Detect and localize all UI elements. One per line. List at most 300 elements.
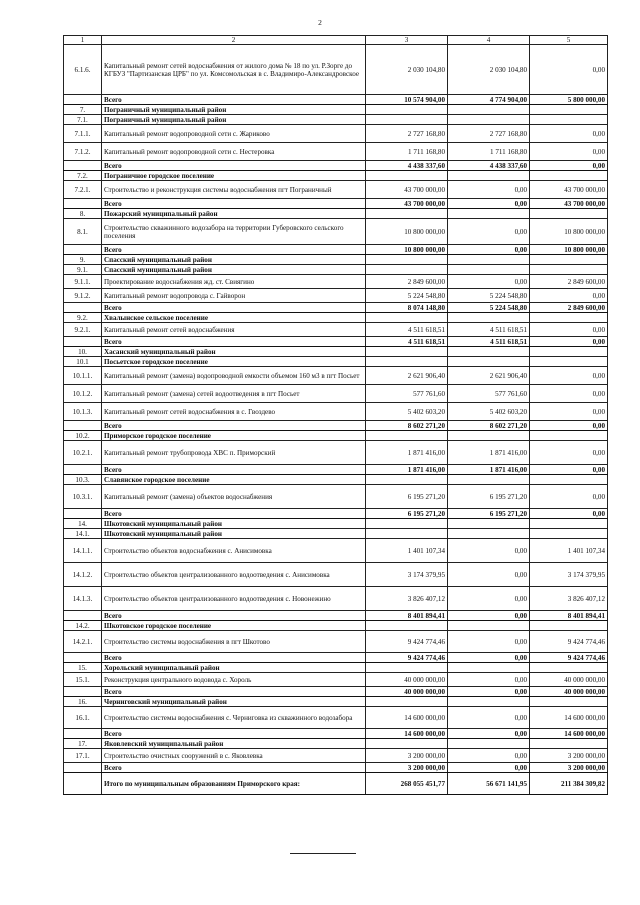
row-value-local [530, 431, 608, 441]
row-value-regional [448, 115, 530, 125]
row-code: 8. [64, 209, 102, 219]
row-value-local: 0,00 [530, 45, 608, 95]
row-value-local: 9 424 774,46 [530, 631, 608, 653]
row-code [64, 303, 102, 313]
row-value-total: 4 511 618,51 [366, 323, 448, 337]
section-row [64, 357, 608, 367]
row-value-total: 10 574 904,00 [366, 95, 448, 105]
row-value-regional: 0,00 [448, 687, 530, 697]
row-value-local: 14 600 000,00 [530, 729, 608, 739]
row-value-regional: 4 511 618,51 [448, 323, 530, 337]
item-row [64, 539, 608, 563]
signature-line [290, 853, 356, 854]
row-value-regional: 0,00 [448, 275, 530, 289]
row-value-local: 0,00 [530, 367, 608, 385]
row-value-regional: 5 224 548,80 [448, 303, 530, 313]
row-name: Черниговский муниципальный район [102, 697, 366, 707]
row-value-total: 10 800 000,00 [366, 219, 448, 245]
item-row [64, 323, 608, 337]
row-name: Строительство очистных сооружений в с. Яковлевка [102, 749, 366, 763]
row-value-regional [448, 475, 530, 485]
row-value-local: 1 401 107,34 [530, 539, 608, 563]
total-row [64, 509, 608, 519]
section-row [64, 621, 608, 631]
item-row [64, 441, 608, 465]
section-row [64, 313, 608, 323]
row-code [64, 465, 102, 475]
row-code: 9.1. [64, 265, 102, 275]
row-code: 14.1.1. [64, 539, 102, 563]
total-row [64, 611, 608, 621]
row-value-total [366, 475, 448, 485]
row-value-regional: 4 438 337,60 [448, 161, 530, 171]
row-value-total: 2 030 104,80 [366, 45, 448, 95]
row-value-total: 9 424 774,46 [366, 631, 448, 653]
row-value-local: 0,00 [530, 421, 608, 431]
row-value-local: 9 424 774,46 [530, 653, 608, 663]
total-row [64, 337, 608, 347]
row-code: 10.3. [64, 475, 102, 485]
row-value-total: 9 424 774,46 [366, 653, 448, 663]
item-row [64, 289, 608, 303]
row-code: 10.1.3. [64, 403, 102, 421]
row-value-local: 40 000 000,00 [530, 687, 608, 697]
row-name: Капитальный ремонт сетей водоснабжения в с. Гвоздево [102, 403, 366, 421]
row-value-total: 3 200 000,00 [366, 763, 448, 773]
row-value-total: 40 000 000,00 [366, 673, 448, 687]
row-value-total: 1 401 107,34 [366, 539, 448, 563]
row-code: 14.2. [64, 621, 102, 631]
row-value-local: 0,00 [530, 509, 608, 519]
header-row [64, 36, 608, 45]
row-name: Всего [102, 729, 366, 739]
row-value-regional: 0,00 [448, 707, 530, 729]
row-value-regional: 6 195 271,20 [448, 509, 530, 519]
row-value-total [366, 313, 448, 323]
row-value-total: 8 602 271,20 [366, 421, 448, 431]
row-name: Итого по муниципальным образованиям Приморского края: [102, 773, 366, 795]
row-value-total: 577 761,60 [366, 385, 448, 403]
total-row [64, 729, 608, 739]
row-value-local: 0,00 [530, 337, 608, 347]
row-value-regional [448, 739, 530, 749]
row-name: Пожарский муниципальный район [102, 209, 366, 219]
row-name: Хвалынское сельское поселение [102, 313, 366, 323]
row-name: Всего [102, 763, 366, 773]
header-cell: 1 [64, 36, 102, 45]
row-code: 7.1. [64, 115, 102, 125]
row-value-regional [448, 255, 530, 265]
row-value-total: 1 871 416,00 [366, 465, 448, 475]
row-code: 10.1 [64, 357, 102, 367]
row-value-regional: 0,00 [448, 219, 530, 245]
row-value-regional: 8 602 271,20 [448, 421, 530, 431]
total-row [64, 465, 608, 475]
row-code [64, 199, 102, 209]
header-cell: 4 [448, 36, 530, 45]
item-row [64, 485, 608, 509]
row-name: Проектирование водоснабжения жд. ст. Свиягино [102, 275, 366, 289]
section-row [64, 519, 608, 529]
row-value-total: 6 195 271,20 [366, 509, 448, 519]
row-value-regional: 0,00 [448, 245, 530, 255]
total-row [64, 653, 608, 663]
row-code [64, 763, 102, 773]
row-value-local: 10 800 000,00 [530, 245, 608, 255]
row-value-regional: 0,00 [448, 563, 530, 587]
row-name: Строительство объектов централизованного водоотведения с. Анисимовка [102, 563, 366, 587]
row-code [64, 773, 102, 795]
row-code [64, 687, 102, 697]
row-code: 17. [64, 739, 102, 749]
row-code: 9.2.1. [64, 323, 102, 337]
row-code: 9.1.2. [64, 289, 102, 303]
row-value-local [530, 105, 608, 115]
row-value-total [366, 265, 448, 275]
grand-total-row [64, 773, 608, 795]
row-value-regional: 2 030 104,80 [448, 45, 530, 95]
row-name: Капитальный ремонт водопровода с. Гайворон [102, 289, 366, 303]
row-value-local [530, 255, 608, 265]
row-name: Пограничный муниципальный район [102, 115, 366, 125]
row-code: 7.1.1. [64, 125, 102, 143]
row-value-total [366, 431, 448, 441]
row-value-total: 4 438 337,60 [366, 161, 448, 171]
row-name: Капитальный ремонт (замена) водопроводной емкости объемом 160 м3 в пгт Посьет [102, 367, 366, 385]
row-name: Славянское городское поселение [102, 475, 366, 485]
row-code: 10.1.2. [64, 385, 102, 403]
row-value-local [530, 115, 608, 125]
section-row [64, 431, 608, 441]
section-row [64, 115, 608, 125]
row-value-total: 43 700 000,00 [366, 181, 448, 199]
row-value-local: 2 849 600,00 [530, 303, 608, 313]
row-value-local: 14 600 000,00 [530, 707, 608, 729]
row-value-regional [448, 171, 530, 181]
row-value-regional [448, 347, 530, 357]
row-name: Посьетское городское поселение [102, 357, 366, 367]
row-name: Капитальный ремонт (замена) сетей водоотведения в пгт Посьет [102, 385, 366, 403]
item-row [64, 707, 608, 729]
row-name: Капитальный ремонт водопроводной сети с. Жариково [102, 125, 366, 143]
row-name: Шкотовский муниципальный район [102, 519, 366, 529]
item-row [64, 125, 608, 143]
row-code [64, 161, 102, 171]
row-value-total [366, 739, 448, 749]
total-row [64, 161, 608, 171]
row-value-local: 0,00 [530, 485, 608, 509]
row-name: Всего [102, 199, 366, 209]
row-value-local: 40 000 000,00 [530, 673, 608, 687]
row-value-total [366, 621, 448, 631]
row-value-total: 10 800 000,00 [366, 245, 448, 255]
row-value-local: 0,00 [530, 323, 608, 337]
row-value-local: 43 700 000,00 [530, 199, 608, 209]
row-value-regional: 0,00 [448, 631, 530, 653]
row-name: Строительство скважинного водозабора на территории Губеровского сельского поселения [102, 219, 366, 245]
row-value-total: 3 826 407,12 [366, 587, 448, 611]
item-row [64, 403, 608, 421]
row-value-local [530, 313, 608, 323]
item-row [64, 219, 608, 245]
row-value-total [366, 255, 448, 265]
row-code: 14.2.1. [64, 631, 102, 653]
row-value-regional [448, 431, 530, 441]
row-code: 14. [64, 519, 102, 529]
item-row [64, 673, 608, 687]
row-value-local: 0,00 [530, 385, 608, 403]
item-row [64, 143, 608, 161]
section-row [64, 475, 608, 485]
row-value-local: 5 800 000,00 [530, 95, 608, 105]
row-code [64, 421, 102, 431]
row-name: Шкотовское городское поселение [102, 621, 366, 631]
row-value-total: 2 621 906,40 [366, 367, 448, 385]
row-value-total [366, 105, 448, 115]
row-code: 10.2.1. [64, 441, 102, 465]
row-value-total: 8 074 148,80 [366, 303, 448, 313]
row-name: Всего [102, 611, 366, 621]
row-code: 14.1.2. [64, 563, 102, 587]
item-row [64, 631, 608, 653]
total-row [64, 421, 608, 431]
row-value-regional: 0,00 [448, 181, 530, 199]
row-value-local [530, 265, 608, 275]
row-value-local: 0,00 [530, 441, 608, 465]
row-name: Хорольский муниципальный район [102, 663, 366, 673]
section-row [64, 105, 608, 115]
row-value-local [530, 209, 608, 219]
row-value-local [530, 519, 608, 529]
row-name: Строительство системы водоснабжения в пгт Шкотово [102, 631, 366, 653]
section-row [64, 265, 608, 275]
row-value-regional [448, 663, 530, 673]
row-value-regional [448, 265, 530, 275]
row-value-local [530, 621, 608, 631]
row-name: Капитальный ремонт трубопровода ХВС п. Приморский [102, 441, 366, 465]
row-value-total: 2 727 168,80 [366, 125, 448, 143]
row-value-local: 0,00 [530, 289, 608, 303]
row-code: 17.1. [64, 749, 102, 763]
row-name: Всего [102, 687, 366, 697]
section-row [64, 347, 608, 357]
row-value-local [530, 357, 608, 367]
row-value-total: 14 600 000,00 [366, 729, 448, 739]
section-row [64, 697, 608, 707]
row-value-regional: 1 871 416,00 [448, 441, 530, 465]
row-value-total [366, 663, 448, 673]
row-value-regional [448, 529, 530, 539]
row-value-total: 43 700 000,00 [366, 199, 448, 209]
row-value-local: 3 200 000,00 [530, 749, 608, 763]
row-value-regional [448, 621, 530, 631]
row-code [64, 729, 102, 739]
row-code [64, 95, 102, 105]
row-name: Спасский муниципальный район [102, 255, 366, 265]
row-code: 14.1.3. [64, 587, 102, 611]
row-code: 7. [64, 105, 102, 115]
row-value-regional [448, 357, 530, 367]
row-value-total [366, 171, 448, 181]
section-row [64, 739, 608, 749]
row-code: 10. [64, 347, 102, 357]
row-name: Приморское городское поселение [102, 431, 366, 441]
row-value-regional [448, 313, 530, 323]
row-value-regional: 4 511 618,51 [448, 337, 530, 347]
row-value-local: 0,00 [530, 125, 608, 143]
section-row [64, 255, 608, 265]
section-row [64, 529, 608, 539]
row-value-total: 40 000 000,00 [366, 687, 448, 697]
row-value-local [530, 739, 608, 749]
row-name: Строительство системы водоснабжения с. Черниговка из скважинного водозабора [102, 707, 366, 729]
row-name: Всего [102, 337, 366, 347]
row-value-regional [448, 697, 530, 707]
row-value-total [366, 357, 448, 367]
row-value-local [530, 529, 608, 539]
row-value-regional: 0,00 [448, 673, 530, 687]
row-value-regional: 577 761,60 [448, 385, 530, 403]
row-name: Пограничное городское поселение [102, 171, 366, 181]
row-name: Капитальный ремонт (замена) объектов водоснабжения [102, 485, 366, 509]
row-value-local: 8 401 894,41 [530, 611, 608, 621]
row-value-total: 3 200 000,00 [366, 749, 448, 763]
row-code: 10.1.1. [64, 367, 102, 385]
row-value-total: 5 224 548,80 [366, 289, 448, 303]
row-value-local: 3 826 407,12 [530, 587, 608, 611]
row-name: Капитальный ремонт водопроводной сети с. Нестеровка [102, 143, 366, 161]
row-value-total [366, 209, 448, 219]
row-code [64, 509, 102, 519]
row-value-total: 6 195 271,20 [366, 485, 448, 509]
row-code: 10.2. [64, 431, 102, 441]
row-code [64, 653, 102, 663]
row-code: 9. [64, 255, 102, 265]
row-code: 9.1.1. [64, 275, 102, 289]
item-row [64, 563, 608, 587]
row-value-regional: 2 621 906,40 [448, 367, 530, 385]
row-code: 7.1.2. [64, 143, 102, 161]
row-code: 6.1.6. [64, 45, 102, 95]
row-code: 16.1. [64, 707, 102, 729]
row-value-regional: 0,00 [448, 199, 530, 209]
row-name: Капитальный ремонт сетей водоснабжения от жилого дома № 18 по ул. Р.Зорге до КГБУЗ "Партизанская ЦРБ" по ул. Комсомольская в с. Владимиро-Александровское [102, 45, 366, 95]
row-value-regional [448, 105, 530, 115]
header-cell: 3 [366, 36, 448, 45]
row-value-total: 1 871 416,00 [366, 441, 448, 465]
total-row [64, 763, 608, 773]
row-value-regional: 2 727 168,80 [448, 125, 530, 143]
row-value-total [366, 529, 448, 539]
row-name: Всего [102, 303, 366, 313]
row-code: 9.2. [64, 313, 102, 323]
row-value-regional: 5 402 603,20 [448, 403, 530, 421]
row-value-total [366, 519, 448, 529]
section-row [64, 663, 608, 673]
row-code: 10.3.1. [64, 485, 102, 509]
section-row [64, 209, 608, 219]
row-value-regional: 0,00 [448, 763, 530, 773]
row-name: Всего [102, 465, 366, 475]
row-value-local: 0,00 [530, 465, 608, 475]
item-row [64, 587, 608, 611]
row-value-total: 268 055 451,77 [366, 773, 448, 795]
header-cell: 5 [530, 36, 608, 45]
total-row [64, 95, 608, 105]
row-value-total: 3 174 379,95 [366, 563, 448, 587]
row-code: 16. [64, 697, 102, 707]
total-row [64, 687, 608, 697]
row-value-regional: 0,00 [448, 539, 530, 563]
row-value-regional: 56 671 141,95 [448, 773, 530, 795]
row-code: 15.1. [64, 673, 102, 687]
total-row [64, 199, 608, 209]
row-value-local [530, 475, 608, 485]
item-row [64, 45, 608, 95]
row-value-local: 10 800 000,00 [530, 219, 608, 245]
item-row [64, 181, 608, 199]
row-value-regional: 1 711 168,80 [448, 143, 530, 161]
row-code [64, 337, 102, 347]
row-name: Хасанский муниципальный район [102, 347, 366, 357]
row-value-total: 14 600 000,00 [366, 707, 448, 729]
row-value-local: 2 849 600,00 [530, 275, 608, 289]
row-value-local [530, 697, 608, 707]
row-code: 8.1. [64, 219, 102, 245]
row-value-local: 3 174 379,95 [530, 563, 608, 587]
total-row [64, 245, 608, 255]
row-name: Строительство объектов централизованного водоотведения с. Новонежино [102, 587, 366, 611]
row-name: Всего [102, 161, 366, 171]
row-name: Всего [102, 653, 366, 663]
row-name: Спасский муниципальный район [102, 265, 366, 275]
row-value-regional [448, 519, 530, 529]
row-name: Всего [102, 95, 366, 105]
row-name: Пограничный муниципальный район [102, 105, 366, 115]
row-code: 7.2.1. [64, 181, 102, 199]
item-row [64, 275, 608, 289]
row-value-local: 0,00 [530, 161, 608, 171]
row-value-regional: 5 224 548,80 [448, 289, 530, 303]
row-name: Капитальный ремонт сетей водоснабжения [102, 323, 366, 337]
item-row [64, 385, 608, 403]
row-code: 7.2. [64, 171, 102, 181]
row-code [64, 245, 102, 255]
row-name: Шкотовский муниципальный район [102, 529, 366, 539]
row-value-total: 2 849 600,00 [366, 275, 448, 289]
row-value-total: 1 711 168,80 [366, 143, 448, 161]
row-value-regional: 1 871 416,00 [448, 465, 530, 475]
row-value-regional: 0,00 [448, 729, 530, 739]
row-code [64, 611, 102, 621]
row-value-local: 0,00 [530, 403, 608, 421]
header-cell: 2 [102, 36, 366, 45]
row-value-regional: 0,00 [448, 587, 530, 611]
row-value-total [366, 697, 448, 707]
row-value-regional [448, 209, 530, 219]
row-name: Строительство и реконструкция системы водоснабжения пгт Пограничный [102, 181, 366, 199]
row-value-local: 43 700 000,00 [530, 181, 608, 199]
row-value-local: 3 200 000,00 [530, 763, 608, 773]
row-name: Всего [102, 421, 366, 431]
row-value-total [366, 347, 448, 357]
row-name: Реконструкция центрального водовода с. Хороль [102, 673, 366, 687]
funding-table [63, 35, 608, 795]
row-value-local: 211 384 309,82 [530, 773, 608, 795]
item-row [64, 367, 608, 385]
row-value-total: 8 401 894,41 [366, 611, 448, 621]
row-value-local [530, 663, 608, 673]
